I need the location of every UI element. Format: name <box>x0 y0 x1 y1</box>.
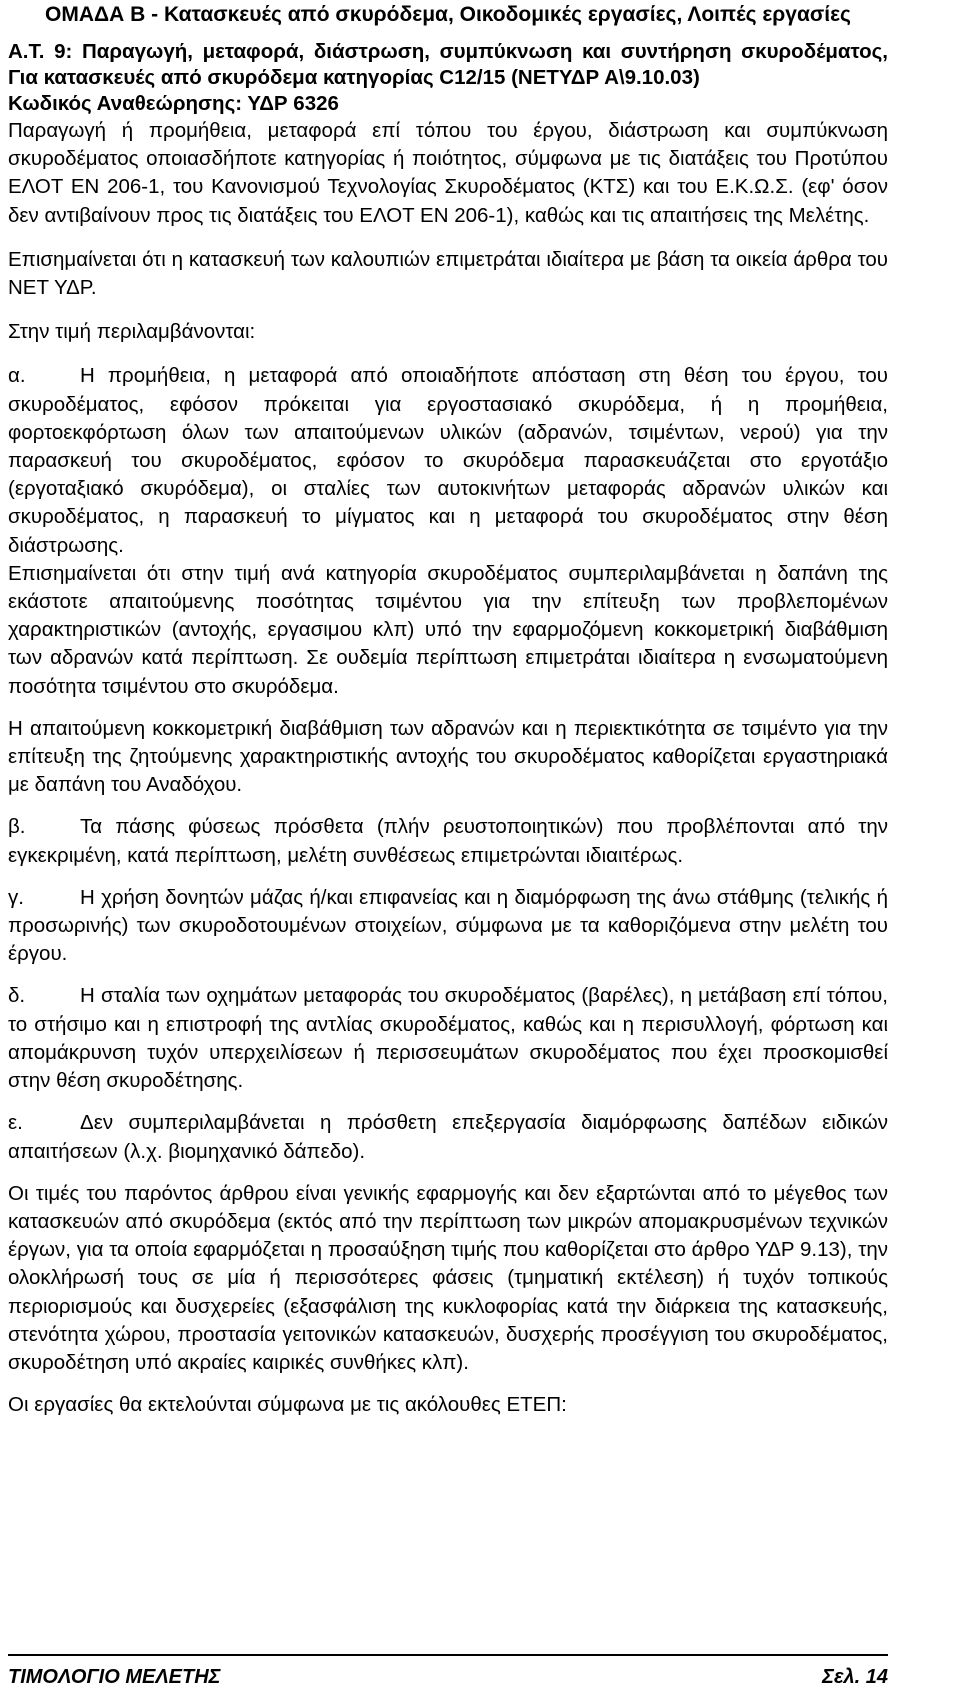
document-page <box>8 0 888 1419</box>
footer-title: ΤΙΜΟΛΟΓΙΟ ΜΕΛΕΤΗΣ <box>8 1666 221 1688</box>
section-heading: ΟΜΑΔΑ Β - Κατασκευές από σκυρόδεμα, Οικοδομικές εργασίες, Λοιπές εργασίες <box>45 3 851 26</box>
page-footer <box>8 1654 888 1688</box>
item-d <box>8 982 888 1095</box>
item-c-text: Η χρήση δονητών μάζας ή/και επιφανείας και η διαμόρφωση της άνω στάθμης (τελικής ή προσωρινής) των σκυροδοτουμένων στοιχείων, σύμφωνα με τα καθοριζόμενα στην μελέτη του έργου. <box>8 885 888 966</box>
item-c-label: γ. <box>8 885 24 909</box>
item-b-label: β. <box>8 815 26 839</box>
etep-note: Οι εργασίες θα εκτελούνται σύμφωνα με τις ακόλουθες ΕΤΕΠ: <box>8 1393 567 1417</box>
item-e-text: Δεν συμπεριλαμβάνεται η πρόσθετη επεξεργασία διαμόρφωσης δαπέδων ειδικών απαιτήσεων (λ.χ. βιομηχανικό δάπεδο). <box>8 1111 888 1163</box>
item-b <box>8 813 888 869</box>
intro-paragraph: Παραγωγή ή προμήθεια, μεταφορά επί τόπου του έργου, διάστρωση και συμπύκνωση σκυροδέματος οποιασδήποτε κατηγορίας ή ποιότητος, σύμφωνα με τις διατάξεις του Προτύπου ΕΛΟΤ ΕΝ 206-1, του Κανονισμού Τεχνολογίας Σκυροδέματος (ΚΤΣ) και του Ε.Κ.Ω.Σ. (εφ' όσον δεν αντιβαίνουν προς τις διατάξεις του ΕΛΟΤ ΕΝ 206-1), καθώς και τις απαιτήσεις της Μελέτης. <box>8 119 888 227</box>
article-title: Α.Τ. 9: Παραγωγή, μεταφορά, διάστρωση, συμπύκνωση και συντήρηση σκυροδέματος, Για κατασκευές από σκυρόδεμα κατηγορίας C12/15 (ΝΕΤΥΔΡ Α\9.10.03) <box>8 40 888 89</box>
cement-note: Επισημαίνεται ότι στην τιμή ανά κατηγορία σκυροδέματος συμπεριλαμβάνεται η δαπάνη της εκάστοτε απαιτούμενης ποσότητας τσιμέντου για την επίτευξη των προβλεπομένων χαρακτηριστικών (αντοχής, εργασιμου κλπ) υπό την εφαρμοζόμενη κοκκομετρική διαβάθμιση των αδρανών κατά περίπτωση. Σε ουδεμία περίπτωση επιμετράται ιδιαίτερα η ενσωματούμενη ποσότητα τσιμέντου στο σκυρόδεμα. <box>8 561 888 698</box>
revision-code: Κωδικός Αναθεώρησης: ΥΔΡ 6326 <box>8 92 339 115</box>
item-b-text: Τα πάσης φύσεως πρόσθετα (πλήν ρευστοποιητικών) που προβλέπονται από την εγκεκριμένη, κατά περίπτωση, μελέτη συνθέσεως επιμετρώνται ιδιαιτέρως. <box>8 815 888 867</box>
price-includes-label: Στην τιμή περιλαμβάνονται: <box>8 320 256 344</box>
item-c <box>8 884 888 969</box>
formwork-note: Επισημαίνεται ότι η κατασκευή των καλουπιών επιμετράται ιδιαίτερα με βάση τα οικεία άρθρα του ΝΕΤ ΥΔΡ. <box>8 247 888 300</box>
item-a-text: Η προμήθεια, η μεταφορά από οποιαδήποτε απόσταση στη θέση του έργου, του σκυροδέματος, εφόσον πρόκειται για εργοστασιακό σκυρόδεμα, ή η προμήθεια, φορτοεκφόρτωση όλων των απαιτούμενων υλικών (αδρανών, τσιμέντων, νερού) για την παρασκευή του σκυροδέματος, εφόσον το σκυρόδεμα παρασκευάζεται στο εργοτάξιο (εργοταξιακό σκυρόδεμα), οι σταλίες των αυτοκινήτων μεταφοράς αδρανών υλικών και σκυροδέματος, η παρασκευή το μίγματος και η μεταφορά του σκυροδέματος στην θέση διάστρωσης. <box>8 364 888 557</box>
item-d-label: δ. <box>8 984 26 1008</box>
grading-note: Η απαιτούμενη κοκκομετρική διαβάθμιση των αδρανών και η περιεκτικότητα σε τσιμέντο για την επίτευξη της ζητούμενης χαρακτηριστικής αντοχής του σκυροδέματος καθορίζεται εργαστηριακά με δαπάνη του Αναδόχου. <box>8 716 888 797</box>
item-e <box>8 1109 888 1165</box>
item-d-text: Η σταλία των οχημάτων μεταφοράς του σκυροδέματος (βαρέλες), η μετάβαση επί τόπου, το στήσιμο και η επιστροφή της αντλίας σκυροδέματος, καθώς και η περισυλλογή, φόρτωση και απομάκρυνση τυχόν υπερχειλίσεων ή περισσευμάτων σκυροδέματος που έχει προσκομισθεί στην θέση σκυροδέτησης. <box>8 984 888 1093</box>
item-e-label: ε. <box>8 1111 23 1135</box>
item-a <box>8 362 888 559</box>
page-number: Σελ. 14 <box>822 1666 888 1688</box>
general-note: Οι τιμές του παρόντος άρθρου είναι γενικής εφαρμογής και δεν εξαρτώνται από το μέγεθος των κατασκευών από σκυρόδεμα (εκτός από την περίπτωση των μικρών απομακρυσμένων τεχνικών έργων, για τα οποία εφαρμόζεται η προσαύξηση τιμής που καθορίζεται στο άρθρο ΥΔΡ 9.13), την ολοκλήρωσή τους σε μία ή περισσότερες φάσεις (τμηματική εκτέλεση) ή τυχόν τοπικούς περιορισμούς και δυσχερείες (εξασφάλιση της κυκλοφορίας κατά την διάρκεια της κατασκευής, στενότητα χώρου, προστασία γειτονικών κατασκευών, δυσχερής προσέγγιση του σκυροδέματος, σκυροδέτηση υπό ακραίες καιρικές συνθήκες κλπ). <box>8 1181 888 1374</box>
item-a-label: α. <box>8 364 26 388</box>
